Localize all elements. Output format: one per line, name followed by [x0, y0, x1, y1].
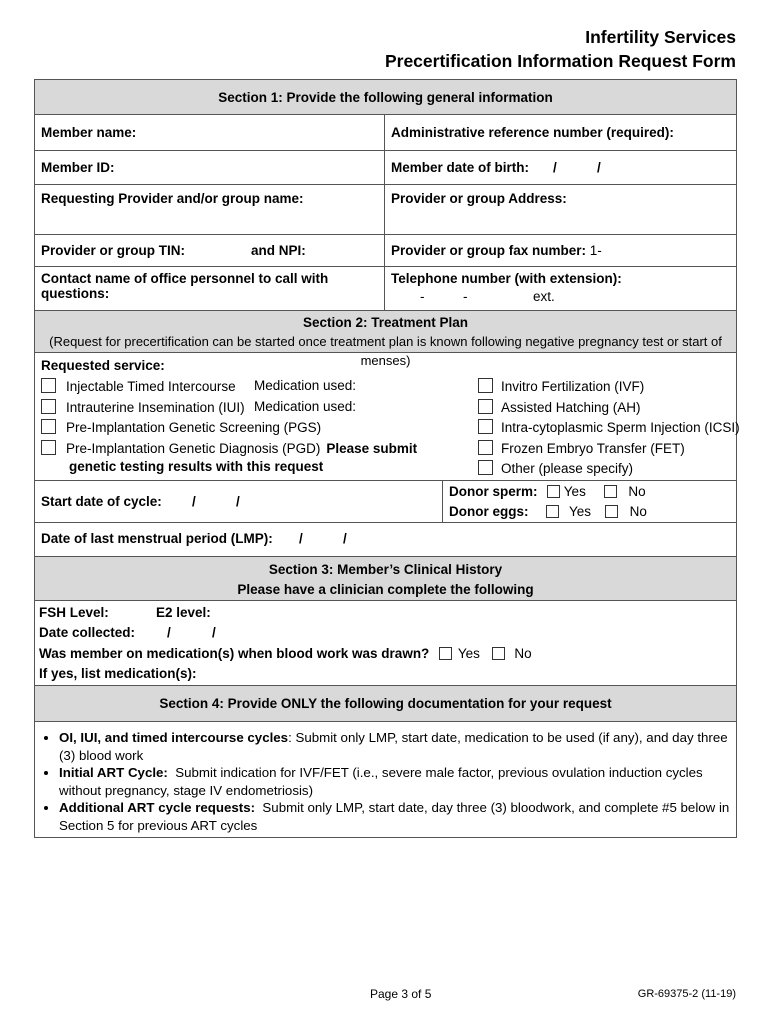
- provider-tin-label: Provider or group TIN:: [41, 243, 186, 258]
- donor-eggs-label: Donor eggs:: [449, 504, 529, 519]
- phone-ext: ext.: [533, 289, 555, 304]
- provider-address-field[interactable]: Provider or group Address:: [391, 191, 567, 206]
- section1-heading: [35, 80, 736, 115]
- service-option: [478, 378, 644, 394]
- date-collected-slash: /: [167, 625, 171, 640]
- service-label: Pre-Implantation Genetic Diagnosis (PGD): [66, 440, 321, 456]
- contact-field[interactable]: Contact name of office personnel to call with questions:: [35, 267, 385, 310]
- requested-service-label: Requested service:: [41, 358, 165, 373]
- service-label: Assisted Hatching (AH): [501, 399, 641, 415]
- service-checkbox[interactable]: [41, 378, 56, 393]
- lmp-slash: /: [343, 531, 347, 546]
- e2-field[interactable]: E2 level:: [156, 605, 211, 620]
- service-option: [41, 399, 245, 415]
- telephone-field[interactable]: [385, 267, 736, 310]
- service-option: [41, 378, 236, 394]
- service-label: Frozen Embryo Transfer (FET): [501, 440, 685, 456]
- donor-eggs-row: [449, 504, 647, 519]
- documentation-item: [59, 799, 734, 834]
- date-collected-field[interactable]: Date collected:: [39, 625, 136, 640]
- member-name-field[interactable]: Member name:: [35, 115, 385, 150]
- precert-form: [34, 79, 740, 838]
- dob-slash: /: [553, 160, 557, 175]
- donor-sperm-no-checkbox[interactable]: [604, 485, 617, 498]
- service-option: [478, 440, 685, 456]
- service-option: [478, 419, 740, 435]
- section2-heading-text: Section 2: Treatment Plan: [302, 315, 469, 330]
- service-checkbox[interactable]: [478, 419, 493, 434]
- start-date-slash: /: [236, 494, 240, 509]
- service-label: Injectable Timed Intercourse: [66, 379, 236, 394]
- no-label: No: [629, 504, 647, 519]
- form-subtitle: Precertification Information Request Form: [384, 51, 736, 71]
- documentation-item-text: : Submit only LMP, start date, medication to be used (if any), and day three (3) blood work: [59, 730, 732, 763]
- service-label: Intra-cytoplasmic Sperm Injection (ICSI): [501, 420, 740, 435]
- fax-field[interactable]: [385, 235, 608, 266]
- start-date-slash: /: [192, 494, 196, 509]
- medication-no-checkbox[interactable]: [492, 647, 505, 660]
- start-date-field[interactable]: [35, 481, 443, 522]
- npi-label: and NPI:: [251, 243, 306, 258]
- service-checkbox[interactable]: [478, 399, 493, 414]
- documentation-item-title: OI, IUI, and timed intercourse cycles: [59, 730, 289, 745]
- service-checkbox[interactable]: [41, 399, 56, 414]
- medication-list-field[interactable]: If yes, list medication(s):: [39, 666, 197, 681]
- medication-yes-checkbox[interactable]: [439, 647, 452, 660]
- telephone-label: Telephone number (with extension):: [391, 271, 622, 286]
- yes-label: Yes: [569, 504, 592, 519]
- service-checkbox[interactable]: [478, 378, 493, 393]
- yes-label: Yes: [457, 646, 480, 661]
- provider-name-field[interactable]: Requesting Provider and/or group name:: [35, 185, 385, 234]
- page-number: Page 3 of 5: [370, 987, 432, 1001]
- documentation-item: [59, 764, 730, 799]
- donor-sperm-row: [449, 484, 646, 499]
- fax-label: Provider or group fax number:: [391, 243, 587, 258]
- clinical-history-block: [35, 601, 736, 686]
- member-id-field[interactable]: Member ID:: [35, 151, 385, 184]
- documentation-item-text: Submit indication for IVF/FET (i.e., severe male factor, previous ovulation induction cycles without pregnancy, stage IV endometriosis): [59, 765, 707, 798]
- documentation-item: [59, 729, 730, 764]
- medication-used-field[interactable]: Medication used:: [254, 398, 357, 414]
- member-dob-label: Member date of birth:: [391, 160, 530, 175]
- no-label: No: [514, 646, 532, 661]
- donor-sperm-yes-checkbox[interactable]: [547, 485, 560, 498]
- member-dob-field[interactable]: [385, 151, 736, 184]
- section4-heading: [35, 686, 736, 722]
- documentation-item-title: Initial ART Cycle:: [59, 765, 168, 781]
- service-label: Other (please specify): [501, 461, 634, 476]
- service-option: [41, 419, 321, 435]
- date-collected-slash: /: [212, 625, 216, 640]
- service-label: Invitro Fertilization (IVF): [501, 379, 645, 394]
- service-label: Pre-Implantation Genetic Screening (PGS): [66, 420, 322, 435]
- donor-sperm-label: Donor sperm:: [449, 484, 538, 499]
- service-option: [478, 460, 633, 476]
- service-checkbox[interactable]: [41, 440, 56, 455]
- documentation-list: [35, 722, 736, 837]
- lmp-slash: /: [299, 531, 303, 546]
- section3-heading: [35, 557, 736, 601]
- start-date-label: Start date of cycle:: [41, 494, 162, 509]
- fax-value: 1-: [586, 243, 602, 258]
- section3-heading-text: Section 3: Member’s Clinical History: [268, 562, 503, 577]
- requested-service-block: [35, 353, 740, 481]
- section1-heading-text: Section 1: Provide the following general information: [218, 90, 553, 105]
- service-option: [41, 440, 417, 456]
- medication-used-field[interactable]: Medication used:: [254, 378, 357, 393]
- service-checkbox[interactable]: [478, 440, 493, 455]
- form-code: GR-69375-2 (11-19): [637, 988, 736, 1000]
- donor-eggs-yes-checkbox[interactable]: [546, 505, 559, 518]
- service-checkbox[interactable]: [478, 460, 493, 475]
- yes-label: Yes: [563, 484, 586, 499]
- lmp-label: Date of last menstrual period (LMP):: [41, 531, 273, 546]
- fsh-field[interactable]: FSH Level:: [39, 605, 109, 620]
- provider-tin-field[interactable]: [35, 235, 385, 266]
- documentation-item-title: Additional ART cycle requests:: [59, 800, 256, 816]
- dob-slash: /: [597, 160, 601, 175]
- medication-question-row: [39, 646, 532, 661]
- form-title: Infertility Services: [585, 27, 736, 47]
- section3-subheading: Please have a clinician complete the following: [237, 582, 534, 597]
- section4-heading-text: Section 4: Provide ONLY the following documentation for your request: [159, 696, 612, 711]
- service-checkbox[interactable]: [41, 419, 56, 434]
- pgd-note: Please submit: [326, 440, 418, 456]
- phone-dash: -: [463, 289, 468, 304]
- donor-eggs-no-checkbox[interactable]: [605, 505, 618, 518]
- medication-question: Was member on medication(s) when blood work was drawn?: [39, 646, 430, 661]
- documentation-item-text: Submit only LMP, start date, day three (3) bloodwork, and complete #5 below in Section 5 for previous ART cycles: [59, 800, 734, 833]
- service-label: Intrauterine Insemination (IUI): [66, 399, 245, 415]
- lmp-field[interactable]: [35, 523, 736, 557]
- donor-block: [443, 481, 736, 522]
- section2-subheading: (Request for precertification can be started once treatment plan is known following negative pregnancy test or start of menses): [49, 334, 722, 368]
- no-label: No: [628, 484, 646, 499]
- pgd-note-line2: genetic testing results with this request: [69, 459, 324, 474]
- admin-ref-field[interactable]: Administrative reference number (required):: [391, 125, 674, 140]
- phone-dash: -: [420, 289, 425, 304]
- service-option: [478, 399, 641, 415]
